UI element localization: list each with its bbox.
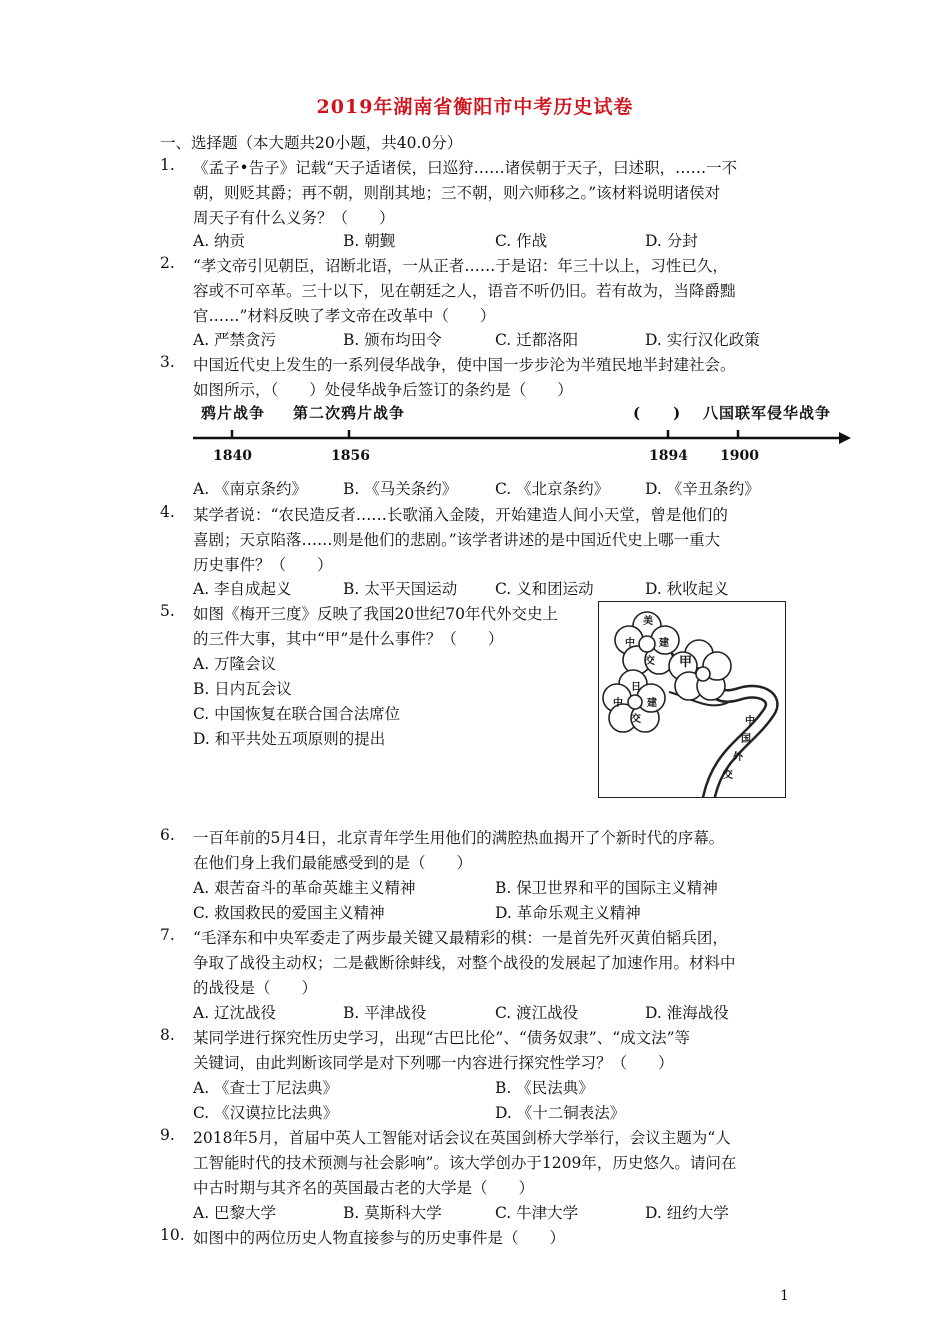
question-text-line: 如图中的两位历史人物直接参与的历史事件是（ ）: [193, 1229, 566, 1247]
options-9: [193, 1201, 803, 1223]
question-text-line: 官……”材料反映了孝文帝在改革中（ ）: [193, 307, 496, 325]
plum-blossom-figure: [598, 601, 786, 798]
option-a[interactable]: A. 艰苦奋斗的革命英雄主义精神: [193, 879, 416, 897]
option-c[interactable]: C. 中国恢复在联合国合法席位: [193, 705, 401, 723]
timeline-year: 1856: [331, 448, 370, 464]
option-d[interactable]: D. 《辛丑条约》: [645, 480, 760, 498]
option-d[interactable]: D. 淮海战役: [645, 1004, 729, 1022]
question-text-line: 争取了战役主动权；二是截断徐蚌线，对整个战役的发展起了加速作用。材料中: [193, 954, 736, 972]
option-b[interactable]: B. 颁布均田令: [343, 331, 442, 349]
option-a[interactable]: A. 巴黎大学: [193, 1204, 277, 1222]
question-text-line: 喜剧；天京陷落……则是他们的悲剧。”该学者讲述的是中国近代史上哪一重大: [193, 531, 721, 549]
question-number: 3.: [160, 353, 175, 371]
flower-label: 中: [625, 638, 635, 649]
question-text-line: 工智能时代的技术预测与社会影响”。该大学创办于1209年，历史悠久。请问在: [193, 1154, 737, 1172]
options-7: [193, 1001, 803, 1023]
option-c[interactable]: C. 义和团运动: [495, 580, 594, 598]
option-c[interactable]: C. 渡江战役: [495, 1004, 579, 1022]
flower-label: 建: [647, 698, 657, 709]
question-number: 10.: [160, 1226, 185, 1244]
options-4: [193, 577, 803, 599]
timeline-label: 鸦片战争: [201, 404, 266, 422]
question-number: 6.: [160, 826, 175, 844]
page-number: 1: [780, 1288, 789, 1304]
options-6-row2: [193, 901, 803, 923]
question-text-line: 关键词，由此判断该同学是对下列哪一内容进行探究性学习？（ ）: [193, 1054, 674, 1072]
question-text-line: 中国近代史上发生的一系列侵华战争，使中国一步步沦为半殖民地半封建社会。: [193, 356, 736, 374]
question-text-line: 中古时期与其齐名的英国最古老的大学是（ ）: [193, 1179, 535, 1197]
option-c[interactable]: C. 《北京条约》: [495, 480, 610, 498]
timeline-year: 1840: [213, 448, 252, 464]
question-text-line: 的三件大事，其中“甲”是什么事件？（ ）: [193, 630, 504, 648]
option-a[interactable]: A. 纳贡: [193, 232, 246, 250]
timeline-label: 第二次鸦片战争: [293, 404, 406, 422]
question-number: 4.: [160, 503, 175, 521]
option-d[interactable]: D. 秋收起义: [645, 580, 729, 598]
ribbon-label: 中: [745, 716, 755, 727]
option-d[interactable]: D. 纽约大学: [645, 1204, 729, 1222]
option-b[interactable]: B. 保卫世界和平的国际主义精神: [495, 879, 718, 897]
question-text-line: 一百年前的5月4日，北京青年学生用他们的满腔热血揭开了个新时代的序幕。: [193, 829, 725, 847]
option-b[interactable]: B. 莫斯科大学: [343, 1204, 442, 1222]
option-d[interactable]: D. 《十二铜表法》: [495, 1104, 626, 1122]
option-c[interactable]: C. 救国救民的爱国主义精神: [193, 904, 385, 922]
option-a[interactable]: A. 《查士丁尼法典》: [193, 1079, 339, 1097]
option-d[interactable]: D. 和平共处五项原则的提出: [193, 730, 386, 748]
question-text-line: 某同学进行探究性历史学习，出现“古巴比伦”、“债务奴隶”、“成文法”等: [193, 1029, 691, 1047]
ribbon-label: 外: [733, 752, 743, 763]
timeline-label: 八国联军侵华战争: [703, 404, 832, 422]
question-text-line: 的战役是（ ）: [193, 979, 318, 997]
question-text-line: 历史事件？（ ）: [193, 556, 333, 574]
question-number: 9.: [160, 1126, 175, 1144]
options-1: [193, 229, 803, 251]
question-text-line: 如图《梅开三度》反映了我国20世纪70年代外交史上: [193, 605, 558, 623]
question-text-line: 如图所示，（ ）处侵华战争后签订的条约是（ ）: [193, 381, 573, 399]
option-d[interactable]: D. 实行汉化政策: [645, 331, 760, 349]
timeline-year: 1894: [649, 448, 688, 464]
option-b[interactable]: B. 太平天国运动: [343, 580, 458, 598]
option-b[interactable]: B. 日内瓦会议: [193, 680, 292, 698]
question-number: 1.: [160, 156, 175, 174]
option-c[interactable]: C. 作战: [495, 232, 548, 250]
ribbon-label: 交: [723, 770, 733, 781]
flower-label: 中: [613, 698, 623, 709]
flower-label: 美: [643, 616, 653, 627]
flower-label: 日: [631, 682, 641, 693]
question-text-line: 某学者说：“农民造反者……长歌涌入金陵，开始建造人间小天堂，曾是他们的: [193, 506, 728, 524]
option-c[interactable]: C. 牛津大学: [495, 1204, 579, 1222]
question-text-line: 朝，则贬其爵；再不朝，则削其地；三不朝，则六师移之。”该材料说明诸侯对: [193, 184, 721, 202]
option-d[interactable]: D. 分封: [645, 232, 698, 250]
option-a[interactable]: A. 辽沈战役: [193, 1004, 277, 1022]
option-c[interactable]: C. 迁都洛阳: [495, 331, 579, 349]
question-text-line: 周天子有什么义务？（ ）: [193, 209, 395, 227]
option-a[interactable]: A. 《南京条约》: [193, 480, 308, 498]
option-b[interactable]: B. 朝觐: [343, 232, 396, 250]
question-text-line: “毛泽东和中央军委走了两步最关键又最精彩的棋：一是首先歼灭黄伯韬兵团，: [193, 929, 728, 947]
question-text-line: 2018年5月，首届中英人工智能对话会议在英国剑桥大学举行，会议主题为“人: [193, 1129, 731, 1147]
question-text-line: 《孟子•告子》记载“天子适诸侯，曰巡狩……诸侯朝于天子，曰述职，……一不: [193, 159, 738, 177]
flower-label-jia: 甲: [679, 655, 693, 670]
option-b[interactable]: B. 《马关条约》: [343, 480, 458, 498]
question-text-line: “孝文帝引见朝臣，诏断北语，一从正者……于是诏：年三十以上，习性已久，: [193, 257, 728, 275]
timeline-year: 1900: [720, 448, 759, 464]
options-6-row1: [193, 876, 803, 898]
ribbon-label: 国: [741, 734, 751, 745]
question-number: 5.: [160, 602, 175, 620]
question-text-line: 在他们身上我们最能感受到的是（ ）: [193, 854, 473, 872]
section-heading: 一、选择题（本大题共20小题，共40.0分）: [160, 134, 463, 152]
options-8-row1: [193, 1076, 803, 1098]
flower-label: 交: [631, 714, 641, 725]
option-c[interactable]: C. 《汉谟拉比法典》: [193, 1104, 339, 1122]
options-8-row2: [193, 1101, 803, 1123]
option-a[interactable]: A. 李自成起义: [193, 580, 292, 598]
timeline-figure: [193, 400, 853, 470]
flower-label: 交: [645, 656, 655, 667]
question-number: 7.: [160, 926, 175, 944]
question-text-line: 容或不可卒革。三十以下，见在朝廷之人，语音不听仍旧。若有故为，当降爵黜: [193, 282, 736, 300]
options-3: [193, 477, 803, 499]
option-b[interactable]: B. 《民法典》: [495, 1079, 594, 1097]
option-d[interactable]: D. 革命乐观主义精神: [495, 904, 641, 922]
option-a[interactable]: A. 严禁贪污: [193, 331, 277, 349]
option-a[interactable]: A. 万隆会议: [193, 655, 277, 673]
flower-label: 建: [659, 638, 669, 649]
options-2: [193, 328, 803, 350]
timeline-label: ( ): [633, 404, 682, 422]
exam-title: 2019年湖南省衡阳市中考历史试卷: [316, 96, 634, 118]
question-number: 8.: [160, 1026, 175, 1044]
question-number: 2.: [160, 254, 175, 272]
plum-blossom-illustration: [599, 602, 785, 797]
option-b[interactable]: B. 平津战役: [343, 1004, 427, 1022]
